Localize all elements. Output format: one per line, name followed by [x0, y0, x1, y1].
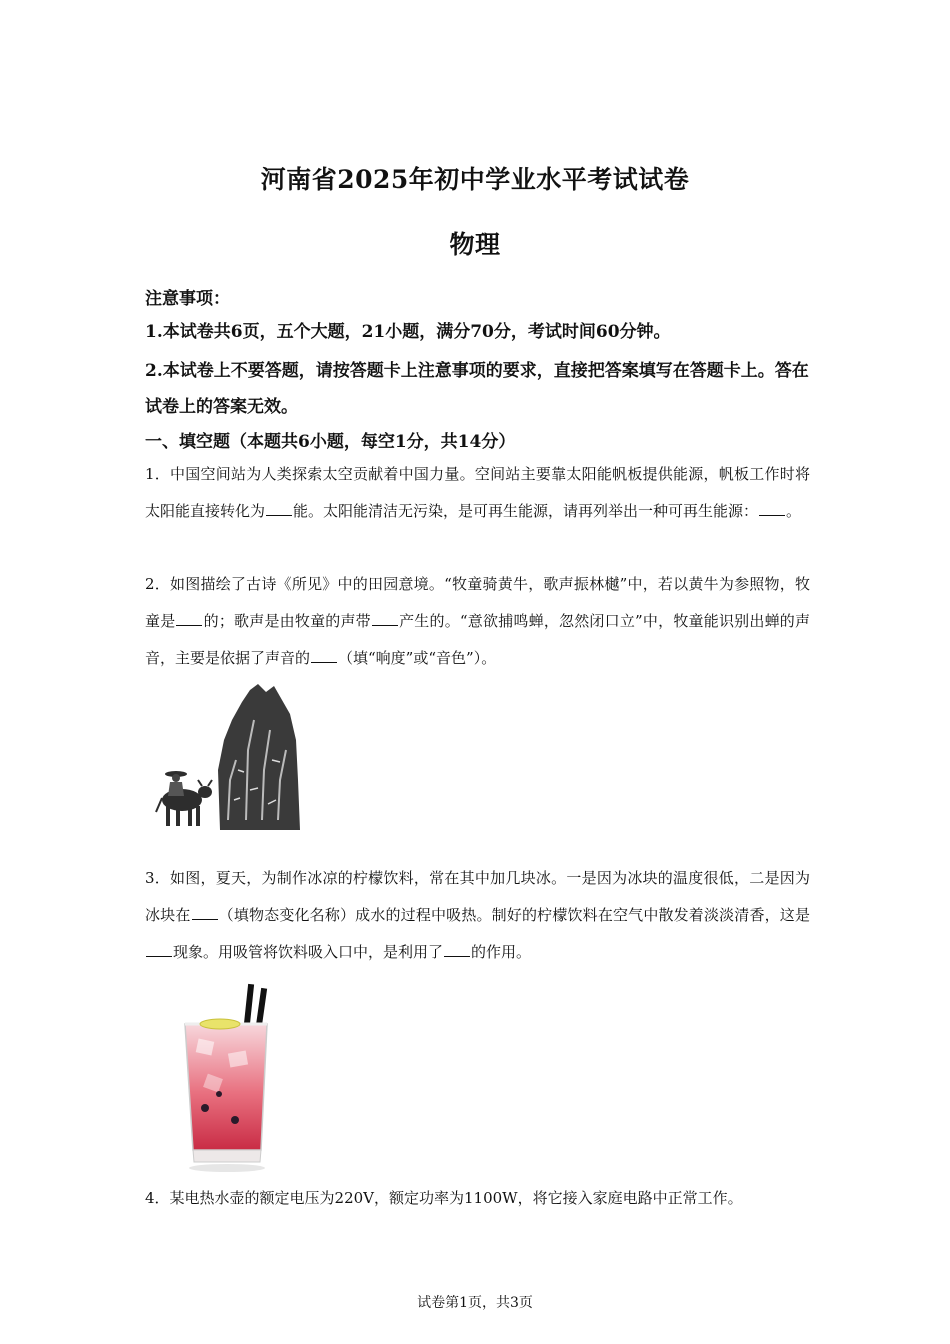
question-1: 1．中国空间站为人类探索太空贡献着中国力量。空间站主要靠太阳能帆板提供能源，帆板工作时将太阳能直接转化为 能。太阳能清洁无污染，是可再生能源，请再列举出一种可再生能源： 。	[145, 465, 810, 520]
question-3: 3．如图，夏天，为制作冰凉的柠檬饮料，常在其中加几块冰。一是因为冰块的温度很低，二是因为冰块在 （填物态变化名称）成水的过程中吸热。制好的柠檬饮料在空气中散发着淡淡清香，这是现象。用吸管将饮料吸入口中，是利用了 的作用。	[145, 869, 810, 961]
herd-boy-ox-illustration	[150, 680, 310, 835]
answer-blank	[372, 611, 398, 626]
section-1-heading: 一、填空题（本题共6小题，每空1分，共14分）	[145, 432, 516, 452]
notes-heading: 注意事项：	[145, 289, 230, 309]
answer-blank	[146, 942, 172, 957]
answer-blank	[311, 648, 337, 663]
answer-blank	[759, 501, 785, 516]
answer-blank	[444, 942, 470, 957]
question-2: 2．如图描绘了古诗《所见》中的田园意境。“牧童骑黄牛，歌声振林樾”中，若以黄牛为参照物，牧童是 的；歌声是由牧童的声带 产生的。“意欲捕鸣蝉，忽然闭口立”中，牧童能识别出蝉的声音，主要是依据了声音的 （填“响度”或“音色”）。	[145, 575, 810, 667]
lemon-drink-illustration	[175, 980, 285, 1175]
answer-blank	[192, 905, 218, 920]
exam-title: 河南省2025年初中学业水平考试试卷	[260, 165, 690, 194]
notes-item-1: 1.本试卷共6页，五个大题，21小题，满分70分，考试时间60分钟。	[145, 322, 671, 342]
page-footer: 试卷第1页，共3页	[417, 1295, 533, 1311]
question-4: 4．某电热水壶的额定电压为220V，额定功率为1100W，将它接入家庭电路中正常工作。	[145, 1189, 743, 1207]
notes-item-2: 2.本试卷上不要答题，请按答题卡上注意事项的要求，直接把答案填写在答题卡上。答在试卷上的答案无效。	[145, 361, 809, 417]
subject-title: 物理	[449, 230, 501, 259]
answer-blank	[176, 611, 202, 626]
answer-blank	[266, 501, 292, 516]
